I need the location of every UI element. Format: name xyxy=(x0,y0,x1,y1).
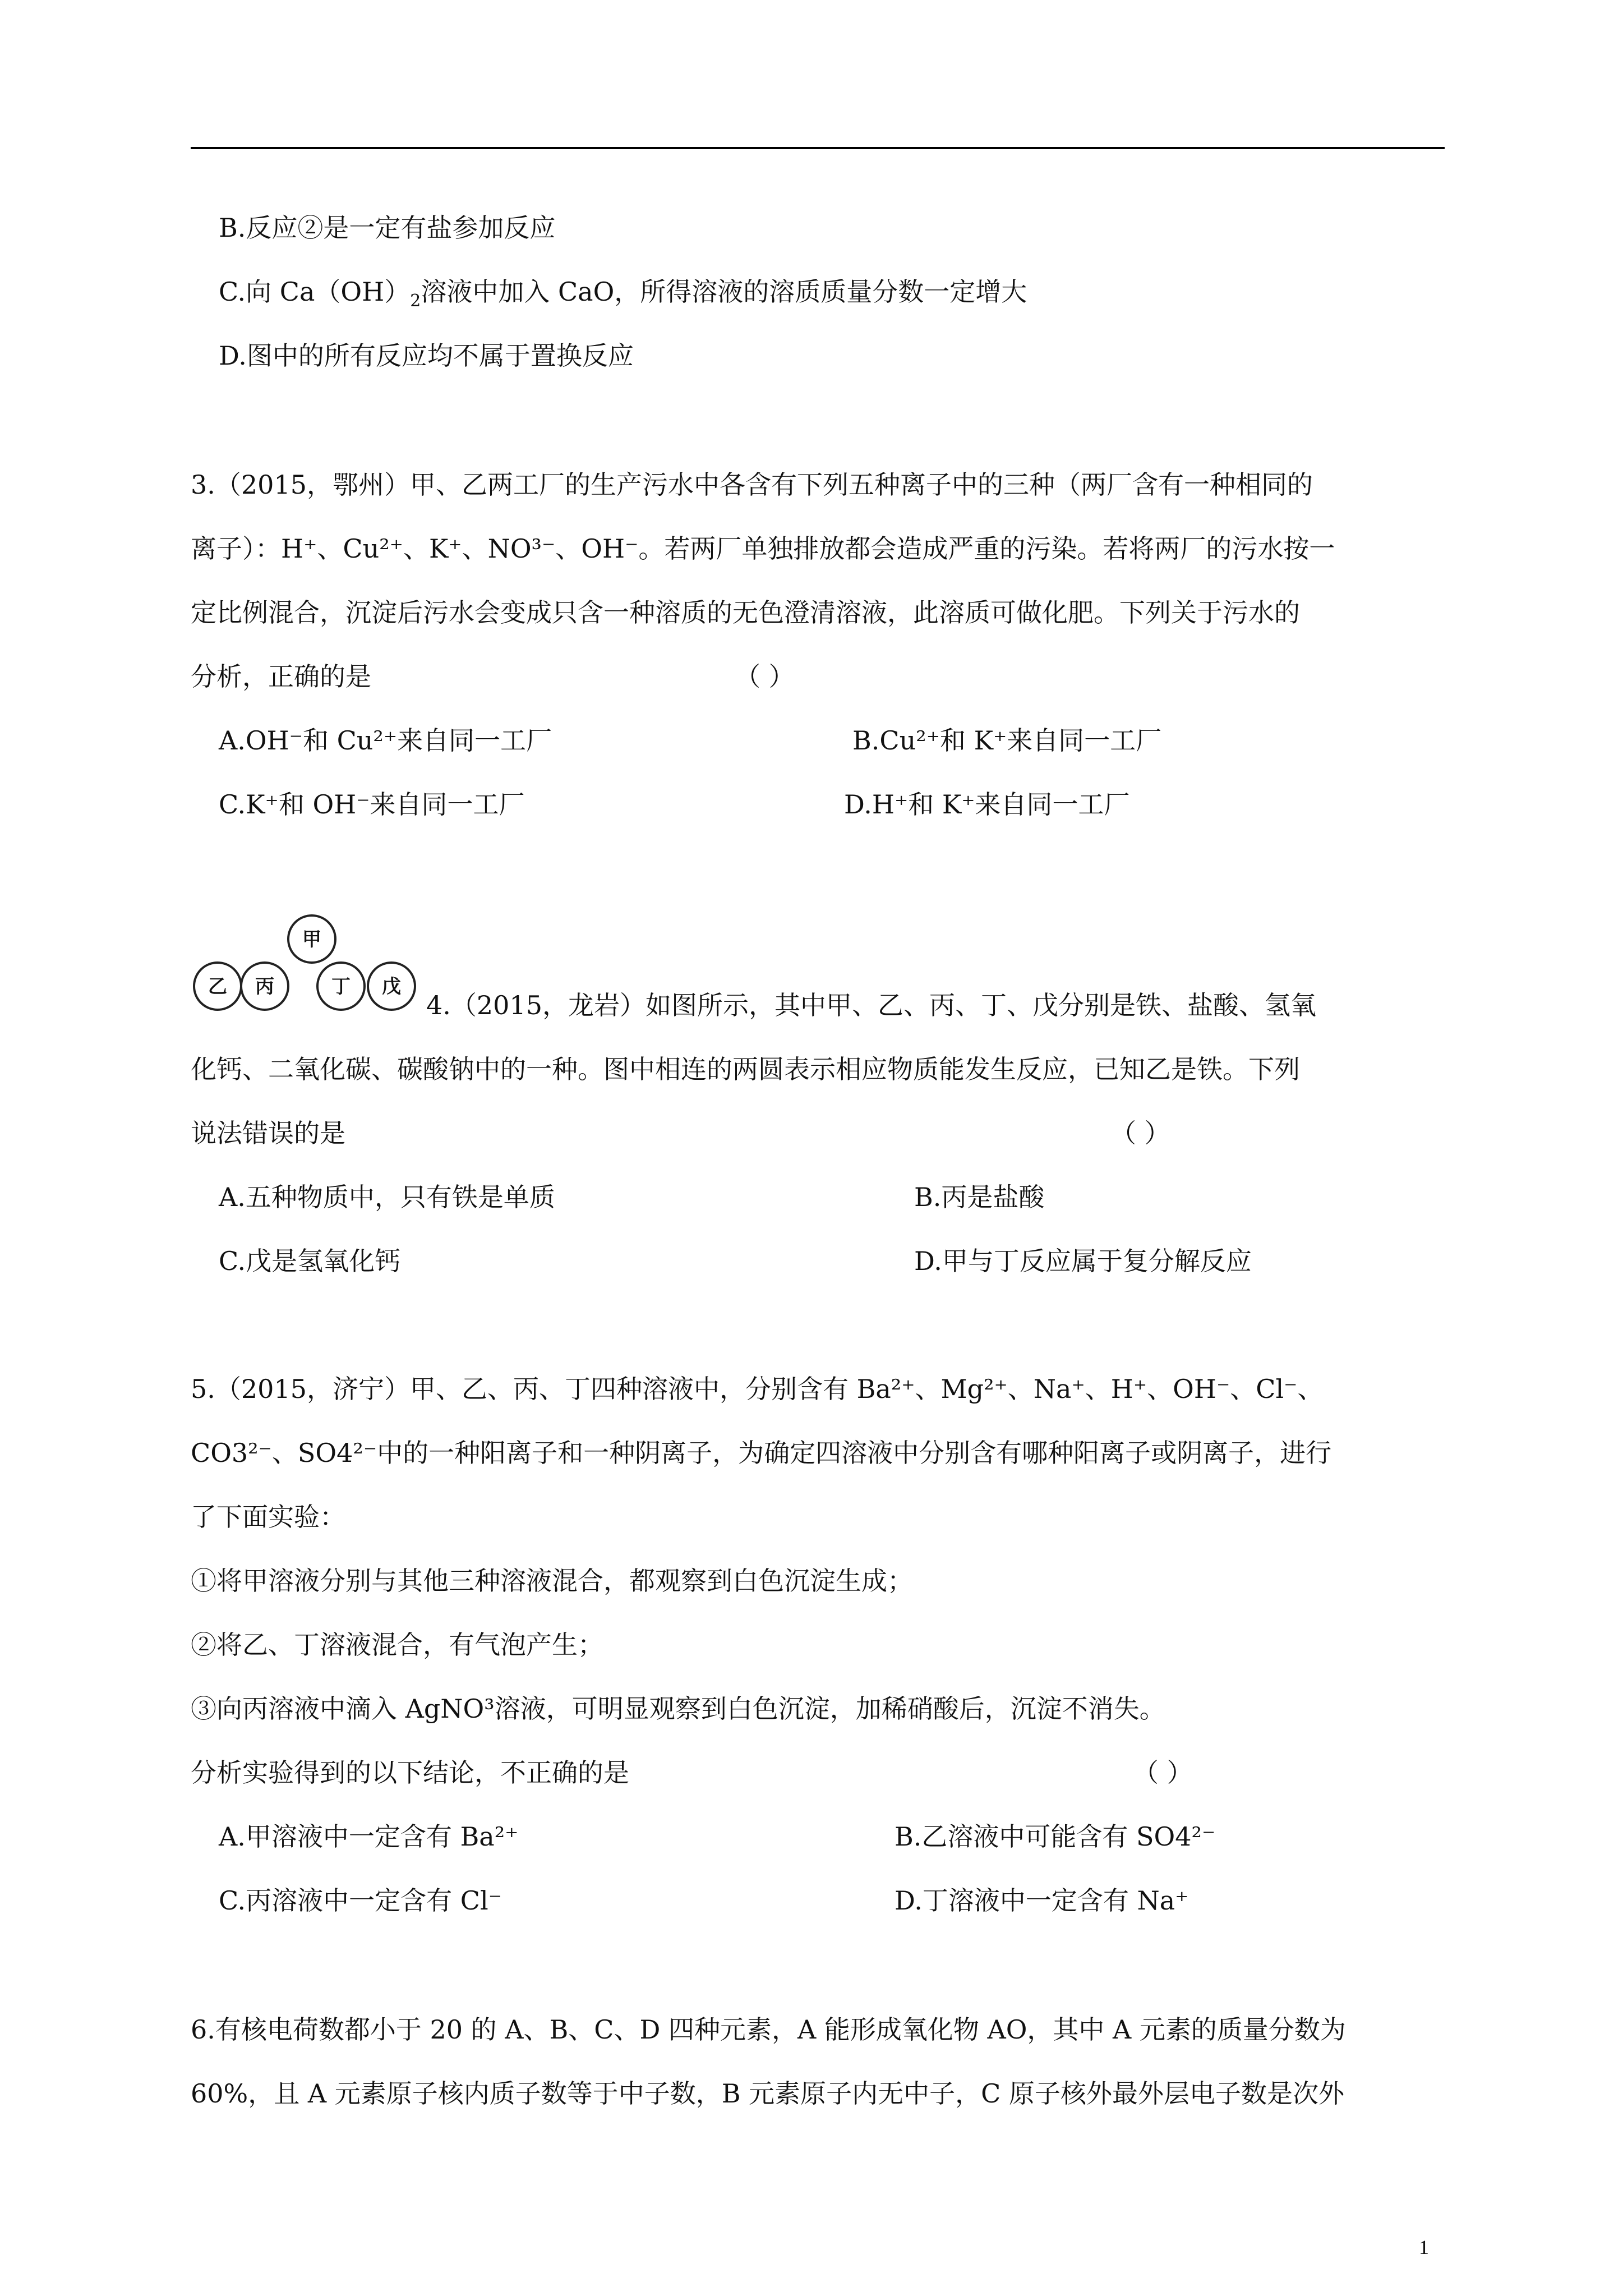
diagram-label-2: 丙 xyxy=(255,976,274,998)
q3-stem-line3: 定比例混合，沉淀后污水会变成只含一种溶质的无色澄清溶液，此溶质可做化肥。下列关于污水的 xyxy=(191,597,1300,628)
q5-step-3: ③向丙溶液中滴入 AgNO³溶液，可明显观察到白色沉淀，加稀硝酸后，沉淀不消失。 xyxy=(191,1694,1165,1724)
q3-option-c: C.K⁺和 OH⁻来自同一工厂 xyxy=(219,789,525,820)
circle-diagram xyxy=(193,910,423,1016)
q5-step-1: ①将甲溶液分别与其他三种溶液混合，都观察到白色沉淀生成； xyxy=(191,1566,913,1596)
q3-option-a: A.OH⁻和 Cu²⁺来自同一工厂 xyxy=(219,725,552,756)
q4-stem-line2: 化钙、二氧化碳、碳酸钠中的一种。图中相连的两圆表示相应物质能发生反应，已知乙是铁。下列 xyxy=(191,1054,1300,1084)
q5-option-a: A.甲溶液中一定含有 Ba²⁺ xyxy=(219,1821,519,1852)
q3-answer-paren: （ ） xyxy=(735,661,795,692)
q2-option-c: C.向 $Ca(OH)_2$溶液中加入 CaO，所得溶液的溶质质量分数一定增大 xyxy=(219,277,1027,311)
q4-stem-line3: 说法错误的是 xyxy=(191,1118,345,1148)
q3-stem-line2: 离子）：H⁺、Cu²⁺、K⁺、NO³⁻、OH⁻。若两厂单独排放都会造成严重的污染。若将两厂的污水按一 xyxy=(191,533,1335,564)
q4-option-a: A.五种物质中，只有铁是单质 xyxy=(219,1182,555,1212)
q5-option-d: D.丁溶液中一定含有 Na⁺ xyxy=(895,1885,1189,1916)
q2-option-d: D.图中的所有反应均不属于置换反应 xyxy=(219,341,634,371)
q5-stem-line2: CO3²⁻、SO4²⁻中的一种阳离子和一种阴离子，为确定四溶液中分别含有哪种阳离子或阴离子，进行 xyxy=(191,1438,1332,1468)
q3-option-d: D.H⁺和 K⁺来自同一工厂 xyxy=(844,789,1130,820)
q4-option-b: B.丙是盐酸 xyxy=(914,1182,1045,1212)
q5-stem-line3: 了下面实验： xyxy=(191,1502,345,1532)
q4-stem-line1: 4.（2015，龙岩）如图所示，其中甲、乙、丙、丁、戊分别是铁、盐酸、氢氧 xyxy=(426,990,1316,1020)
q5-option-b: B.乙溶液中可能含有 SO4²⁻ xyxy=(895,1821,1216,1852)
q5-stem-line4: 分析实验得到的以下结论，不正确的是 xyxy=(191,1757,629,1788)
header-rule xyxy=(191,147,1445,149)
diagram-label-1: 乙 xyxy=(208,976,227,998)
q2-option-b: B.反应②是一定有盐参加反应 xyxy=(219,213,556,243)
diagram-label-3: 丁 xyxy=(331,976,351,998)
diagram-label-top: 甲 xyxy=(302,928,321,951)
q4-answer-paren: （ ） xyxy=(1110,1118,1170,1148)
q5-step-2: ②将乙、丁溶液混合，有气泡产生； xyxy=(191,1630,603,1660)
q4-option-d: D.甲与丁反应属于复分解反应 xyxy=(914,1246,1252,1276)
q3-option-b: B.Cu²⁺和 K⁺来自同一工厂 xyxy=(852,725,1162,756)
diagram-label-4: 戊 xyxy=(382,976,401,998)
q3-stem-line4: 分析，正确的是 xyxy=(191,661,371,692)
q6-stem-line2: 60%，且 A 元素原子核内质子数等于中子数，B 元素原子内无中子，C 原子核外最外层电子数是次外 xyxy=(191,2078,1344,2109)
page-number: 1 xyxy=(1419,2236,1429,2258)
q4-option-c: C.戊是氢氧化钙 xyxy=(219,1246,401,1276)
q6-stem-line1: 6.有核电荷数都小于 20 的 A、B、C、D 四种元素，A 能形成氧化物 AO，其中 A 元素的质量分数为 xyxy=(191,2014,1346,2045)
q3-stem-line1: 3.（2015，鄂州）甲、乙两工厂的生产污水中各含有下列五种离子中的三种（两厂含有一种相同的 xyxy=(191,470,1313,500)
q5-option-c: C.丙溶液中一定含有 Cl⁻ xyxy=(219,1885,502,1916)
q5-stem-line1: 5.（2015，济宁）甲、乙、丙、丁四种溶液中，分别含有 Ba²⁺、Mg²⁺、Na⁺、H⁺、OH⁻、Cl⁻、 xyxy=(191,1374,1324,1404)
q5-answer-paren: （ ） xyxy=(1133,1757,1193,1788)
